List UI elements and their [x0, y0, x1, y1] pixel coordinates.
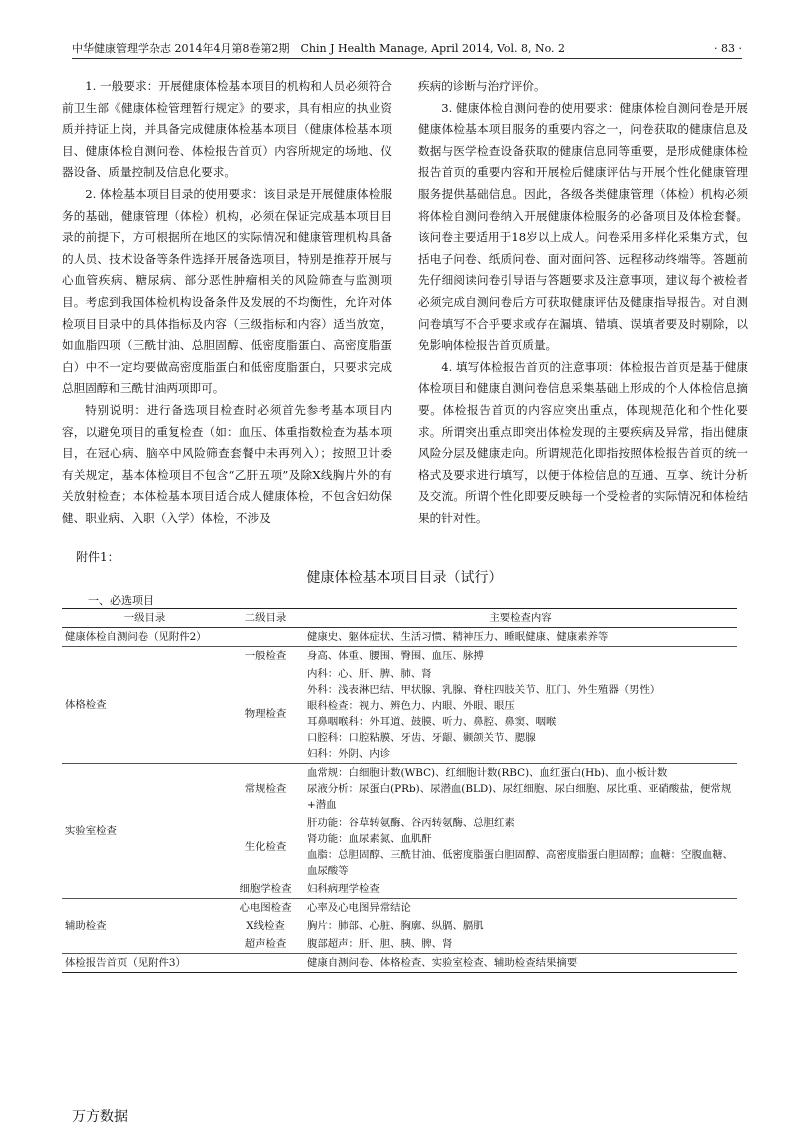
column-header: 一级目录: [62, 609, 227, 628]
level2-cell: 细胞学检查: [239, 883, 292, 895]
content-cell: [304, 814, 737, 880]
content-cell: [304, 665, 737, 764]
level2-cell: 超声检查: [244, 938, 287, 950]
content-line: 内科：心、肝、脾、肺、肾: [307, 668, 432, 680]
content-line: 口腔科：口腔粘膜、牙齿、牙龈、颞颌关节、腮腺: [307, 732, 536, 744]
table-row: [62, 764, 737, 815]
paragraph: 1. 一般要求：开展健康体检基本项目的机构和人员必须符合前卫生部《健康体检管理暂行规定》的要求，具有相应的执业资质并持证上岗，并具备完成健康体检基本项目（健康体检基本项目、健康体检自测问卷、体检报告首页）内容所规定的场地、仪器设备、质量控制及信息化要求。: [62, 79, 392, 180]
table-row: [62, 647, 737, 666]
content-cell: 健康自测问卷、体格检查、实验室检查、辅助检查结果摘要: [304, 954, 737, 973]
subsection-label: 一、必选项目: [88, 594, 154, 607]
table-row: [62, 628, 737, 647]
exam-items-table: [62, 608, 737, 973]
left-text-column: [62, 76, 392, 529]
table-row: [62, 954, 737, 973]
level2-cell: 常规检查: [227, 764, 304, 815]
table-row: [62, 899, 737, 918]
level2-cell: 生化检查: [244, 841, 287, 853]
content-line: 妇科：外阴、内诊: [307, 748, 391, 760]
page-number: · 83 ·: [714, 42, 742, 55]
table-title: 健康体检基本项目目录（试行）: [306, 570, 503, 586]
content-line: 血常规：白细胞计数(WBC)、红细胞计数(RBC)、血红蛋白(Hb)、血小板计数: [307, 767, 668, 779]
level1-cell: 实验室检查: [62, 764, 227, 899]
content-cell: 健康史、躯体症状、生活习惯、精神压力、睡眠健康、健康素养等: [307, 631, 609, 643]
level2-cell: 物理检查: [244, 708, 287, 720]
content-line: 肾功能：血尿素氮、血肌酐: [307, 833, 432, 845]
running-header: [72, 40, 742, 59]
level1-cell: 辅助检查: [62, 899, 227, 954]
level1-cell: 健康体检自测问卷（见附件2）: [65, 631, 207, 643]
level1-cell: 体格检查: [62, 647, 227, 764]
content-cell: 身高、体重、腰围、臀围、血压、脉搏: [304, 647, 737, 666]
content-line: 外科：浅表淋巴结、甲状腺、乳腺、脊柱四肢关节、肛门、外生殖器（男性）: [307, 684, 661, 696]
content-line: 眼科检查：视力、辨色力、内眼、外眼、眼压: [307, 700, 515, 712]
content-cell: [304, 764, 737, 815]
paragraph: 3. 健康体检自测问卷的使用要求：健康体检自测问卷是开展健康体检基本项目服务的重要内容之一，问卷获取的健康信息及数据与医学检查设备获取的健康信息同等重要，是形成健康体检报告首页的重要内容和开展检后健康评估与开展个性化健康管理服务提供基础信息。因此，各级各类健康管理（体检）机构必须将体检自测问卷纳入开展健康体检服务的必备项目及体检套餐。该问卷主要适用于18岁以上成人。问卷采用多样化采集方式，包括电子问卷、纸质问卷、面对面问答、远程移动终端等。答题前先仔细阅读问卷引导语与答题要求及注意事项，建议每个被检者必须完成自测问卷后方可获取健康评估及健康指导报告。对自测问卷填写不合乎要求或存在漏填、错填、误填者要及时剔除，以免影响体检报告首页质量。: [418, 100, 748, 353]
column-header: 二级目录: [227, 609, 304, 628]
content-line: 耳鼻咽喉科：外耳道、鼓膜、听力、鼻腔、鼻窦、咽喉: [307, 716, 557, 728]
paragraph: 特别说明：进行备选项目检查时必须首先参考基本项目内容，以避免项目的重复检查（如：血压、体重指数检查为基本项目，在冠心病、脑卒中风险筛查套餐中未再列入）；按照卫计委有关规定，基本体检项目不包含“乙肝五项”及除X线胸片外的有关放射检查；本体检基本项目适合成人健康体检，不包含妇幼保健、职业病、入职（入学）体检，不涉及: [62, 402, 392, 525]
content-cell: 胸片：肺部、心脏、胸廓、纵膈、膈肌: [307, 920, 484, 932]
right-text-column: [418, 76, 748, 529]
content-cell: 腹部超声：肝、胆、胰、脾、肾: [307, 938, 453, 950]
level2-cell: X线检查: [246, 920, 285, 932]
content-cell: 心率及心电图异常结论: [304, 899, 737, 918]
content-line: 肝功能：谷草转氨酶、谷丙转氨酶、总胆红素: [307, 817, 515, 829]
content-line: 血脂：总胆固醇、三酰甘油、低密度脂蛋白胆固醇、高密度脂蛋白胆固醇；血糖：空腹血糖、血尿酸等: [307, 849, 734, 877]
level2-cell: 心电图检查: [227, 899, 304, 918]
paragraph: 4. 填写体检报告首页的注意事项：体检报告首页是基于健康体检项目和健康自测问卷信息采集基础上形成的个人体检信息摘要。体检报告首页的内容应突出重点，体现规范化和个性化要求。所谓突出重点即突出体检发现的主要疾病及异常，指出健康风险分层及健康走向。所谓规范化即指按照体检报告首页的统一格式及要求进行填写，以便于体检信息的互通、互享、统计分析及交流。所谓个性化即要反映每一个受检者的实际情况和体检结果的针对性。: [418, 359, 748, 525]
paragraph: 2. 体检基本项目目录的使用要求：该目录是开展健康体检服务的基础，健康管理（体检）机构，必须在保证完成基本项目目录的前提下，方可根据所在地区的实际情况和健康管理机构具备的人员、技术设备等条件选择开展备选项目，特别是推荐开展与心血管疾病、糖尿病、部分恶性肿瘤相关的风险筛查与监测项目。考虑到我国体检机构设备条件及发展的不均衡性，允许对体检项目目录中的具体指标及内容（三级指标和内容）适当放宽，如血脂四项（三酰甘油、总胆固醇、低密度脂蛋白、高密度脂蛋白）中不一定均要做高密度脂蛋白和低密度脂蛋白，只要求完成总胆固醇和三酰甘油两项即可。: [62, 186, 392, 396]
column-header: 主要检查内容: [304, 609, 737, 628]
watermark: 万方数据: [72, 1109, 128, 1125]
paragraph-continuation: 疾病的诊断与治疗评价。: [418, 79, 546, 93]
content-line: 尿液分析：尿蛋白(PRb)、尿潜血(BLD)、尿红细胞、尿白细胞、尿比重、亚硝酸盐，便常规+潜血: [307, 783, 732, 811]
table-header-row: [62, 609, 737, 628]
annex-label: 附件1：: [76, 550, 120, 564]
journal-citation: 中华健康管理学杂志 2014年4月第8卷第2期 Chin J Health Manage, April 2014, Vol. 8, No. 2: [72, 42, 566, 55]
content-cell: 妇科病理学检查: [307, 883, 380, 895]
level2-cell: 一般检查: [227, 647, 304, 666]
level1-cell: 体检报告首页（见附件3）: [62, 954, 227, 973]
